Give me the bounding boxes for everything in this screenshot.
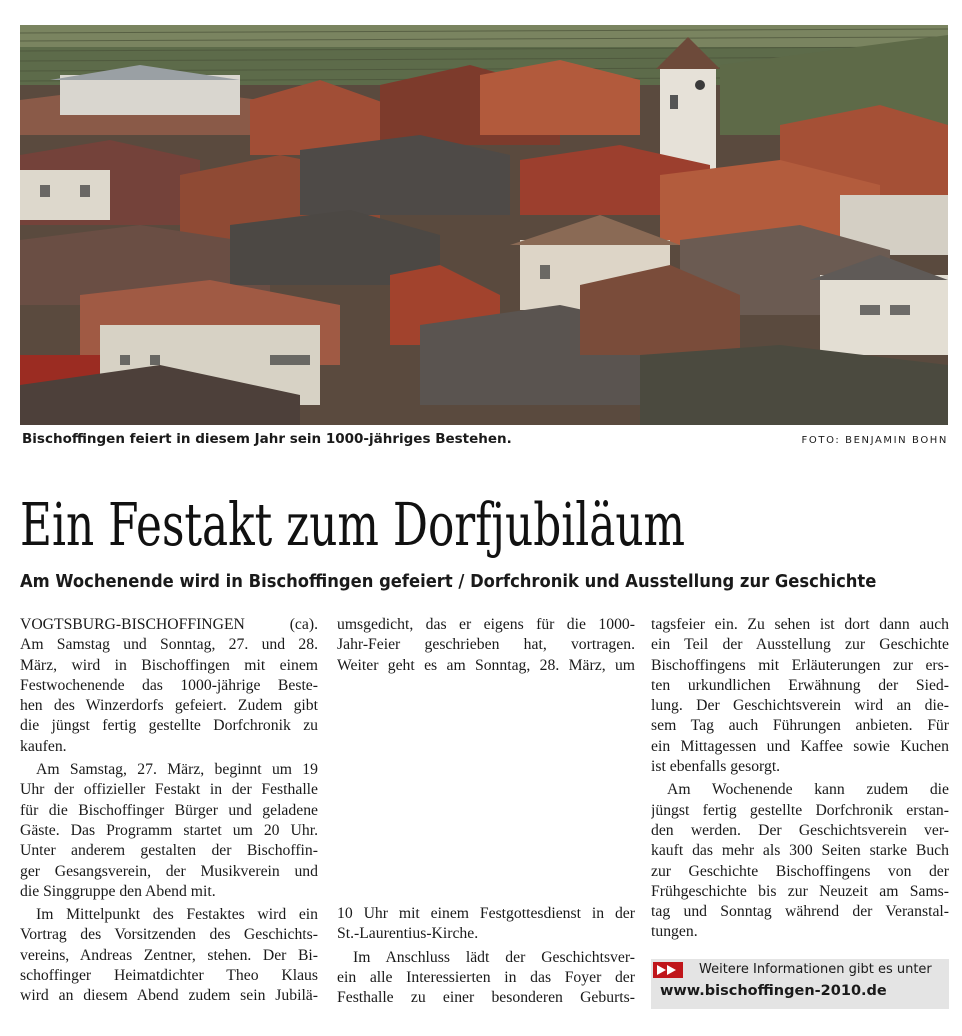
body-line: kauft das mehr als 300 Seiten starke Buch: [651, 842, 949, 860]
body-line: ein alle Interessierten in das Foyer der: [337, 968, 635, 986]
body-line: jüngst fertig gestellte Dorfchronik erstan-: [651, 801, 949, 819]
body-line: ten urkundlichen Erwähnung der Sied-: [651, 676, 949, 694]
body-line: 10 Uhr mit einem Festgottesdienst in der: [337, 905, 635, 922]
body-line: Bischoffingens mit Erläuterungen zur ers-: [651, 656, 949, 674]
body-line: umsgedicht, das er eigens für die 1000-: [337, 616, 635, 633]
dateline: VOGTSBURG-BISCHOFFINGEN: [20, 616, 245, 633]
body-line: Weiter geht es am Sonntag, 28. März, um: [337, 656, 635, 674]
article-column-3: [651, 615, 949, 943]
body-line: ein Teil der Ausstellung zur Geschichte: [651, 636, 949, 654]
body-line: Am Samstag und Sonntag, 27. und 28.: [20, 636, 318, 654]
dateline-row: [20, 615, 318, 635]
article-column-2-continued: [337, 904, 635, 1008]
info-box: [651, 959, 949, 1009]
body-line: Frühgeschichte bis zur Neuzeit am Sams-: [651, 882, 949, 900]
body-line: tungen.: [651, 923, 698, 941]
body-line: Am Wochenende kann zudem die: [667, 781, 949, 799]
body-line: Vortrag des Vorsitzenden des Geschichts-: [20, 926, 318, 944]
body-line: sem Tag auch Führungen anbieten. Für: [651, 717, 949, 735]
article-column-2: [337, 615, 635, 676]
body-line: kaufen.: [20, 737, 67, 755]
body-line: Unter anderem gestalten der Bischoffin-: [20, 842, 318, 860]
body-line: für die Bischoffinger Bürger und geladene: [20, 801, 318, 819]
body-line: tagsfeier ein. Zu sehen ist dort dann auch: [651, 616, 949, 633]
photo-caption: Bischoffingen feiert in diesem Jahr sein 1000-jähriges Bestehen.: [22, 431, 512, 447]
village-photo: [20, 25, 948, 425]
body-line: Festwochenende das 1000-jährige Beste-: [20, 676, 318, 694]
body-line: den werden. Der Geschichtsverein ver-: [651, 821, 949, 839]
info-text: Weitere Informationen gibt es unter: [699, 962, 932, 977]
body-line: Jahr-Feier geschrieben hat, vortragen.: [337, 636, 635, 654]
body-line: ist ebenfalls gesorgt.: [651, 758, 781, 776]
body-line: Gäste. Das Programm startet um 20 Uhr.: [20, 821, 318, 839]
body-line: Uhr der offizieller Festakt in der Festhalle: [20, 781, 318, 799]
body-line: ger Gesangsverein, der Musikverein und: [20, 862, 318, 880]
body-line: wird an diesem Abend zudem sein Jubilä-: [20, 987, 318, 1005]
article-column-1: [20, 615, 318, 1007]
body-line: St.-Laurentius-Kirche.: [337, 925, 479, 943]
double-arrow-icon: [653, 962, 683, 978]
body-line: hen des Winzerdorfs gefeiert. Zudem gibt: [20, 697, 318, 715]
body-line: Festhalle zu einer besonderen Geburts-: [337, 989, 635, 1007]
body-line: zur Geschichte Bischoffingens von der: [651, 862, 949, 880]
author-tag: (ca).: [289, 616, 318, 633]
photo-credit: FOTO: BENJAMIN BOHN: [801, 435, 948, 446]
body-line: Im Mittelpunkt des Festaktes wird ein: [36, 906, 318, 924]
body-line: März, wird in Bischoffingen mit einem: [20, 656, 318, 674]
body-line: Am Samstag, 27. März, beginnt um 19: [36, 761, 318, 779]
body-line: lung. Der Geschichtsverein wird an die-: [651, 697, 949, 715]
article-headline: Ein Festakt zum Dorfjubiläum: [20, 490, 686, 559]
body-line: schoffinger Heimatdichter Theo Klaus: [20, 967, 318, 985]
body-line: tag und Sonntag während der Veranstal-: [651, 903, 949, 921]
body-line: ein Mittagessen und Kaffee sowie Kuchen: [651, 737, 949, 755]
body-line: die jüngst fertig gestellte Dorfchronik zu: [20, 717, 318, 735]
body-line: die Singgruppe den Abend mit.: [20, 882, 216, 900]
info-link[interactable]: www.bischoffingen-2010.de: [660, 983, 887, 999]
body-line: vereins, Andreas Zentner, stehen. Der Bi-: [20, 946, 318, 964]
article-subhead: Am Wochenende wird in Bischoffingen gefeiert / Dorfchronik und Ausstellung zur Geschichte: [20, 572, 877, 592]
body-line: Im Anschluss lädt der Geschichtsver-: [353, 948, 635, 966]
